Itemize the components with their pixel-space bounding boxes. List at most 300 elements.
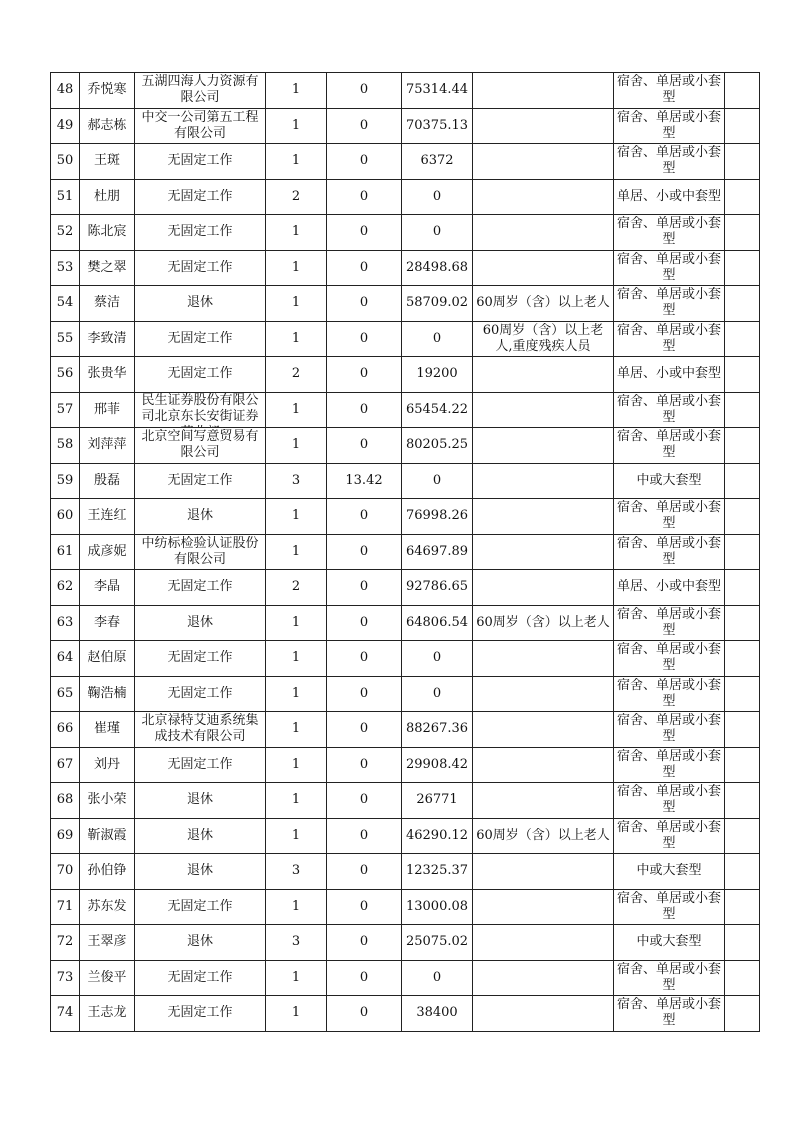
applicant-name [80, 215, 135, 251]
row-number-text: 56 [56, 366, 74, 382]
work-unit [135, 250, 266, 286]
applicant-name [80, 534, 135, 570]
work-unit-text: 无固定工作 [167, 650, 233, 666]
work-unit [135, 286, 266, 322]
row-number [51, 996, 80, 1032]
housing-type-text: 宿舍、单居或小套型 [616, 606, 721, 638]
housing-type-text: 宿舍、单居或小套型 [616, 393, 721, 425]
annual-income [402, 605, 473, 641]
housing-area [327, 996, 402, 1032]
family-members [266, 250, 327, 286]
housing-type-text: 宿舍、单居或小套型 [616, 961, 721, 993]
remarks-cell [725, 960, 760, 996]
housing-area [327, 286, 402, 322]
work-unit [135, 889, 266, 925]
housing-area-text: 0 [359, 401, 369, 417]
housing-type [614, 534, 725, 570]
annual-income [402, 889, 473, 925]
row-number [51, 570, 80, 606]
work-unit-text: 无固定工作 [167, 259, 233, 275]
housing-type-text: 单居、小或中套型 [616, 366, 721, 382]
row-number-text: 54 [56, 295, 74, 311]
housing-area-text: 0 [359, 898, 369, 914]
annual-income-text: 0 [432, 188, 442, 204]
special-condition-text: 60周岁（含）以上老人 [476, 614, 610, 630]
table-row [51, 925, 760, 961]
applicant-name-text: 刘萍萍 [87, 437, 127, 453]
applicant-name-text: 陈北宸 [87, 224, 127, 240]
family-members [266, 108, 327, 144]
family-members [266, 925, 327, 961]
housing-area-text: 0 [359, 82, 369, 98]
family-members [266, 889, 327, 925]
remarks-cell [725, 605, 760, 641]
applicant-name [80, 996, 135, 1032]
housing-area-text: 0 [359, 721, 369, 737]
housing-type-text: 中或大套型 [636, 934, 702, 950]
table-row [51, 73, 760, 109]
row-number-text: 59 [56, 472, 74, 488]
housing-area [327, 747, 402, 783]
special-condition [473, 108, 614, 144]
work-unit [135, 747, 266, 783]
remarks-cell [725, 215, 760, 251]
family-members-text: 1 [291, 898, 301, 914]
row-number [51, 712, 80, 748]
housing-type-text: 宿舍、单居或小套型 [616, 535, 721, 567]
row-number [51, 641, 80, 677]
family-members [266, 534, 327, 570]
annual-income-text: 0 [432, 969, 442, 985]
family-members [266, 499, 327, 535]
work-unit [135, 215, 266, 251]
family-members-text: 1 [291, 330, 301, 346]
work-unit-text: 五湖四海人力资源有限公司 [141, 74, 259, 106]
remarks-cell [725, 357, 760, 393]
row-number-text: 64 [56, 650, 74, 666]
table-row [51, 783, 760, 819]
row-number-text: 67 [56, 756, 74, 772]
special-condition [473, 783, 614, 819]
housing-area [327, 179, 402, 215]
annual-income-text: 92786.65 [405, 579, 469, 595]
applicant-name-text: 邢菲 [93, 401, 120, 417]
special-condition-text: 60周岁（含）以上老人 [476, 295, 610, 311]
work-unit [135, 144, 266, 180]
row-number [51, 854, 80, 890]
row-number-text: 71 [56, 898, 74, 914]
housing-area-text: 0 [359, 117, 369, 133]
housing-type [614, 641, 725, 677]
annual-income [402, 818, 473, 854]
annual-income-text: 0 [432, 650, 442, 666]
family-members [266, 392, 327, 428]
table-row [51, 747, 760, 783]
housing-area [327, 534, 402, 570]
row-number [51, 925, 80, 961]
work-unit-text: 无固定工作 [167, 756, 233, 772]
housing-area-text: 0 [359, 650, 369, 666]
applicant-name-text: 崔瑾 [93, 721, 120, 737]
annual-income [402, 250, 473, 286]
annual-income-text: 12325.37 [405, 863, 469, 879]
row-number [51, 818, 80, 854]
applicant-name [80, 570, 135, 606]
housing-area [327, 925, 402, 961]
housing-area [327, 712, 402, 748]
row-number-text: 65 [56, 685, 74, 701]
special-condition [473, 996, 614, 1032]
annual-income [402, 676, 473, 712]
row-number [51, 747, 80, 783]
table-row [51, 250, 760, 286]
work-unit [135, 428, 266, 464]
applicant-name [80, 108, 135, 144]
applicant-name-text: 樊之翠 [87, 259, 127, 275]
row-number [51, 73, 80, 109]
annual-income [402, 73, 473, 109]
applicant-name-text: 乔悦寒 [87, 82, 127, 98]
remarks-cell [725, 641, 760, 677]
housing-area-text: 0 [359, 330, 369, 346]
housing-type [614, 108, 725, 144]
family-members [266, 179, 327, 215]
row-number [51, 463, 80, 499]
work-unit [135, 605, 266, 641]
applicant-name-text: 王连红 [87, 508, 127, 524]
annual-income-text: 0 [432, 224, 442, 240]
family-members [266, 747, 327, 783]
applicant-name-text: 张贵华 [87, 366, 127, 382]
work-unit [135, 108, 266, 144]
applicant-name [80, 712, 135, 748]
row-number-text: 49 [56, 117, 74, 133]
applicant-name-text: 王翠彦 [87, 934, 127, 950]
table-row [51, 357, 760, 393]
row-number [51, 889, 80, 925]
housing-type [614, 499, 725, 535]
applicant-name-text: 王志龙 [87, 1005, 127, 1021]
row-number [51, 108, 80, 144]
special-condition [473, 925, 614, 961]
housing-area [327, 321, 402, 357]
housing-type-text: 宿舍、单居或小套型 [616, 997, 721, 1029]
row-number-text: 48 [56, 82, 74, 98]
work-unit-text: 无固定工作 [167, 224, 233, 240]
work-unit-text: 无固定工作 [167, 898, 233, 914]
housing-area-text: 0 [359, 792, 369, 808]
family-members [266, 73, 327, 109]
applicant-name [80, 925, 135, 961]
housing-type [614, 783, 725, 819]
work-unit [135, 960, 266, 996]
family-members-text: 2 [291, 188, 301, 204]
housing-type-text: 宿舍、单居或小套型 [616, 748, 721, 780]
table-row [51, 854, 760, 890]
housing-area [327, 889, 402, 925]
family-members [266, 960, 327, 996]
applicant-name-text: 孙伯铮 [87, 863, 127, 879]
special-condition [473, 818, 614, 854]
table-row [51, 818, 760, 854]
work-unit [135, 179, 266, 215]
special-condition [473, 392, 614, 428]
housing-type-text: 宿舍、单居或小套型 [616, 251, 721, 283]
housing-area-text: 0 [359, 543, 369, 559]
work-unit [135, 854, 266, 890]
applicant-name-text: 刘丹 [93, 756, 120, 772]
row-number-text: 69 [56, 827, 74, 843]
housing-type [614, 996, 725, 1032]
housing-area-text: 0 [359, 934, 369, 950]
applicant-name-text: 杜朋 [93, 188, 120, 204]
applicant-name [80, 783, 135, 819]
special-condition [473, 499, 614, 535]
housing-area [327, 108, 402, 144]
work-unit-text: 无固定工作 [167, 188, 233, 204]
work-unit [135, 783, 266, 819]
annual-income [402, 712, 473, 748]
special-condition [473, 144, 614, 180]
annual-income-text: 80205.25 [405, 437, 469, 453]
special-condition [473, 960, 614, 996]
annual-income-text: 0 [432, 685, 442, 701]
housing-type-text: 宿舍、单居或小套型 [616, 322, 721, 354]
row-number-text: 51 [56, 188, 74, 204]
annual-income-text: 70375.13 [405, 117, 469, 133]
work-unit [135, 392, 266, 428]
row-number [51, 286, 80, 322]
housing-type-text: 中或大套型 [636, 863, 702, 879]
special-condition [473, 73, 614, 109]
row-number-text: 55 [56, 330, 74, 346]
annual-income-text: 65454.22 [405, 401, 469, 417]
special-condition [473, 854, 614, 890]
row-number-text: 73 [56, 969, 74, 985]
special-condition-text: 60周岁（含）以上老人,重度残疾人员 [482, 322, 604, 354]
work-unit [135, 534, 266, 570]
work-unit [135, 996, 266, 1032]
applicant-name-text: 苏东发 [87, 898, 127, 914]
work-unit-text: 北京空间写意贸易有限公司 [141, 429, 259, 461]
applicant-name [80, 641, 135, 677]
housing-area [327, 499, 402, 535]
housing-type [614, 854, 725, 890]
table-row [51, 712, 760, 748]
remarks-cell [725, 499, 760, 535]
work-unit [135, 818, 266, 854]
work-unit [135, 712, 266, 748]
work-unit-text: 退休 [186, 792, 213, 808]
family-members-text: 1 [291, 650, 301, 666]
housing-type-text: 宿舍、单居或小套型 [616, 784, 721, 816]
housing-type-text: 宿舍、单居或小套型 [616, 109, 721, 141]
housing-area [327, 357, 402, 393]
family-members-text: 1 [291, 153, 301, 169]
special-condition [473, 605, 614, 641]
table-row [51, 108, 760, 144]
housing-area [327, 854, 402, 890]
housing-type [614, 179, 725, 215]
row-number [51, 499, 80, 535]
family-members [266, 570, 327, 606]
family-members-text: 1 [291, 117, 301, 133]
housing-area-text: 0 [359, 1005, 369, 1021]
annual-income [402, 428, 473, 464]
applicant-name [80, 889, 135, 925]
work-unit-text: 退休 [186, 934, 213, 950]
remarks-cell [725, 712, 760, 748]
row-number-text: 60 [56, 508, 74, 524]
row-number [51, 250, 80, 286]
applicant-name [80, 357, 135, 393]
annual-income [402, 854, 473, 890]
remarks-cell [725, 889, 760, 925]
housing-area [327, 641, 402, 677]
housing-type [614, 925, 725, 961]
row-number [51, 960, 80, 996]
housing-area-text: 0 [359, 153, 369, 169]
annual-income-text: 6372 [420, 153, 454, 169]
applicant-name-text: 赵伯原 [87, 650, 127, 666]
annual-income-text: 76998.26 [405, 508, 469, 524]
housing-area-text: 0 [359, 579, 369, 595]
annual-income [402, 641, 473, 677]
row-number [51, 534, 80, 570]
housing-type [614, 570, 725, 606]
family-members [266, 463, 327, 499]
work-unit-text: 无固定工作 [167, 685, 233, 701]
table-row [51, 144, 760, 180]
housing-area [327, 392, 402, 428]
housing-type-text: 宿舍、单居或小套型 [616, 145, 721, 177]
family-members-text: 1 [291, 224, 301, 240]
family-members-text: 1 [291, 614, 301, 630]
annual-income [402, 783, 473, 819]
family-members [266, 712, 327, 748]
housing-type-text: 宿舍、单居或小套型 [616, 287, 721, 319]
table-row [51, 392, 760, 428]
applicant-name-text: 鞠浩楠 [87, 685, 127, 701]
remarks-cell [725, 73, 760, 109]
applicant-name-text: 成彦妮 [87, 543, 127, 559]
family-members [266, 428, 327, 464]
work-unit [135, 925, 266, 961]
table-row [51, 179, 760, 215]
remarks-cell [725, 676, 760, 712]
annual-income [402, 392, 473, 428]
row-number [51, 783, 80, 819]
annual-income [402, 108, 473, 144]
special-condition [473, 747, 614, 783]
row-number-text: 50 [56, 153, 74, 169]
applicant-table [50, 72, 760, 1032]
work-unit [135, 463, 266, 499]
housing-type-text: 宿舍、单居或小套型 [616, 890, 721, 922]
housing-area-text: 0 [359, 508, 369, 524]
housing-area [327, 463, 402, 499]
housing-area-text: 0 [359, 685, 369, 701]
housing-area-text: 0 [359, 295, 369, 311]
applicant-name [80, 73, 135, 109]
family-members-text: 3 [291, 472, 301, 488]
housing-type [614, 747, 725, 783]
applicant-name [80, 392, 135, 428]
applicant-name [80, 960, 135, 996]
family-members-text: 1 [291, 295, 301, 311]
work-unit-text: 无固定工作 [167, 1005, 233, 1021]
housing-area [327, 818, 402, 854]
family-members [266, 854, 327, 890]
special-condition-text: 60周岁（含）以上老人 [476, 827, 610, 843]
housing-type [614, 605, 725, 641]
family-members-text: 1 [291, 543, 301, 559]
row-number [51, 321, 80, 357]
housing-type-text: 宿舍、单居或小套型 [616, 677, 721, 709]
housing-area-text: 0 [359, 188, 369, 204]
table-row [51, 215, 760, 251]
housing-area [327, 73, 402, 109]
annual-income-text: 64806.54 [405, 614, 469, 630]
family-members-text: 1 [291, 82, 301, 98]
applicant-name [80, 428, 135, 464]
family-members [266, 605, 327, 641]
housing-area [327, 960, 402, 996]
housing-type [614, 676, 725, 712]
row-number-text: 63 [56, 614, 74, 630]
remarks-cell [725, 179, 760, 215]
annual-income [402, 144, 473, 180]
remarks-cell [725, 925, 760, 961]
applicant-name [80, 676, 135, 712]
row-number-text: 74 [56, 1005, 74, 1021]
annual-income-text: 46290.12 [405, 827, 469, 843]
applicant-name-text: 王斑 [93, 153, 120, 169]
work-unit [135, 73, 266, 109]
annual-income-text: 58709.02 [405, 295, 469, 311]
special-condition [473, 357, 614, 393]
housing-type [614, 144, 725, 180]
work-unit [135, 676, 266, 712]
applicant-name-text: 蔡洁 [93, 295, 120, 311]
applicant-name [80, 179, 135, 215]
annual-income-text: 13000.08 [405, 898, 469, 914]
annual-income [402, 747, 473, 783]
annual-income-text: 0 [432, 472, 442, 488]
housing-area-text: 0 [359, 259, 369, 275]
remarks-cell [725, 534, 760, 570]
housing-type [614, 73, 725, 109]
row-number-text: 52 [56, 224, 74, 240]
work-unit-text: 退休 [186, 614, 213, 630]
table-row [51, 996, 760, 1032]
table-row [51, 641, 760, 677]
housing-type-text: 单居、小或中套型 [616, 579, 721, 595]
annual-income-text: 29908.42 [405, 756, 469, 772]
family-members-text: 1 [291, 827, 301, 843]
family-members [266, 676, 327, 712]
applicant-name [80, 321, 135, 357]
housing-area [327, 605, 402, 641]
housing-type [614, 960, 725, 996]
housing-area [327, 676, 402, 712]
remarks-cell [725, 996, 760, 1032]
table-row [51, 960, 760, 996]
remarks-cell [725, 428, 760, 464]
housing-type [614, 428, 725, 464]
row-number-text: 53 [56, 259, 74, 275]
row-number [51, 605, 80, 641]
